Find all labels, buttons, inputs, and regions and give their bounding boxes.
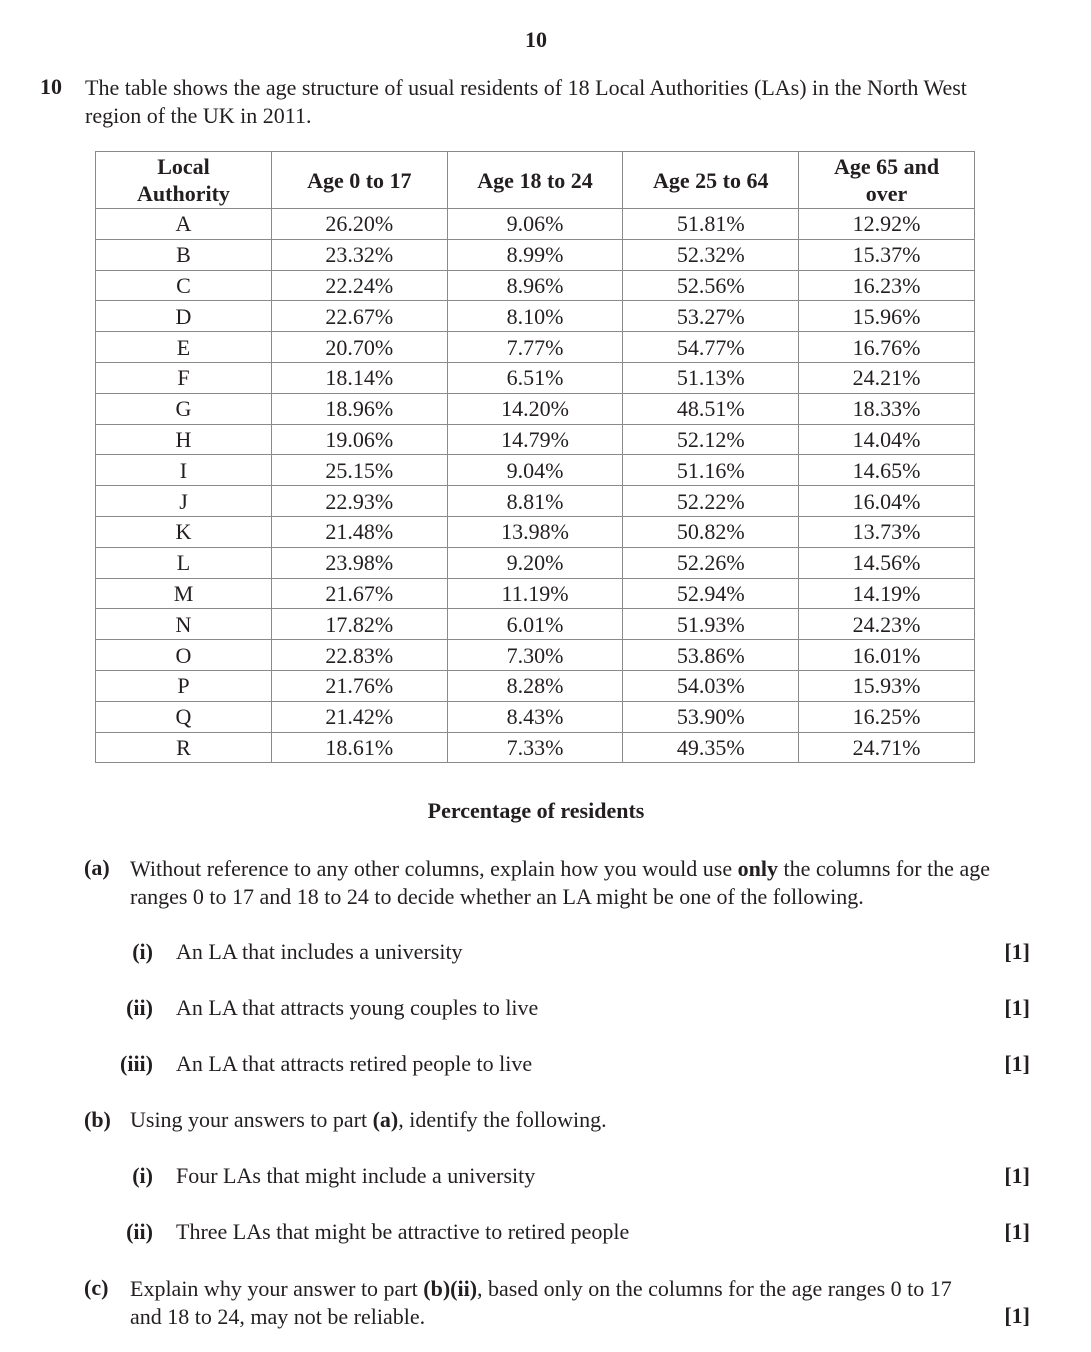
percentage-cell: 52.22% [623,486,799,517]
percentage-cell: 24.23% [799,609,975,640]
table-row [96,516,975,547]
percentage-cell: 9.20% [447,547,623,578]
table-row [96,209,975,240]
la-name-cell: J [96,486,272,517]
table-row [96,609,975,640]
la-name-cell: G [96,393,272,424]
percentage-cell: 15.96% [799,301,975,332]
percentage-cell: 8.81% [447,486,623,517]
table-row [96,701,975,732]
part-a-iii-marks: [1] [1004,1051,1030,1076]
table-caption: Percentage of residents [427,798,645,823]
table-row [96,393,975,424]
percentage-cell: 18.61% [271,732,447,763]
table-row [96,362,975,393]
part-b-i-text: Four LAs that might include a university [176,1163,536,1188]
percentage-cell: 17.82% [271,609,447,640]
percentage-cell: 52.12% [623,424,799,455]
part-a-ii-marks: [1] [1004,995,1030,1020]
part-c-line2: and 18 to 24, may not be reliable. [130,1304,426,1329]
la-name-cell: D [96,301,272,332]
part-a-text-bold: only [737,856,778,881]
percentage-cell: 21.76% [271,670,447,701]
percentage-cell: 53.86% [623,640,799,671]
percentage-cell: 51.16% [623,455,799,486]
la-name-cell: E [96,332,272,363]
part-c-text-after: , based only on the columns for the age ranges 0 to 17 [477,1276,952,1301]
percentage-cell: 49.35% [623,732,799,763]
percentage-cell: 14.56% [799,547,975,578]
la-name-cell: P [96,670,272,701]
la-name-cell: F [96,362,272,393]
percentage-cell: 22.93% [271,486,447,517]
part-b-text-before: Using your answers to part [130,1107,373,1132]
percentage-cell: 8.43% [447,701,623,732]
table-body [96,209,975,763]
table-row [96,424,975,455]
part-a-i-label: (i) [132,939,153,964]
percentage-cell: 51.81% [623,209,799,240]
percentage-cell: 15.93% [799,670,975,701]
percentage-cell: 14.79% [447,424,623,455]
percentage-cell: 13.98% [447,516,623,547]
la-name-cell: Q [96,701,272,732]
percentage-cell: 15.37% [799,239,975,270]
table-row [96,578,975,609]
header-age-25-64: Age 25 to 64 [623,152,799,209]
la-name-cell: K [96,516,272,547]
percentage-cell: 22.67% [271,301,447,332]
percentage-cell: 16.76% [799,332,975,363]
header-age-18-24: Age 18 to 24 [447,152,623,209]
percentage-cell: 7.77% [447,332,623,363]
percentage-cell: 6.01% [447,609,623,640]
part-b-ii-text: Three LAs that might be attractive to retired people [176,1219,630,1244]
percentage-cell: 14.65% [799,455,975,486]
part-a-i-marks: [1] [1004,939,1030,964]
percentage-cell: 52.32% [623,239,799,270]
percentage-cell: 24.71% [799,732,975,763]
header-age-0-17: Age 0 to 17 [271,152,447,209]
percentage-cell: 52.26% [623,547,799,578]
header-local-authority: Local Authority [96,152,272,209]
percentage-cell: 8.10% [447,301,623,332]
part-b-text-bold: (a) [372,1107,399,1132]
percentage-cell: 8.96% [447,270,623,301]
question-text: The table shows the age structure of usual residents of 18 Local Authorities (LAs) in the North West region of the UK in 2011. [85,75,967,128]
part-c-line1 [130,1275,952,1303]
percentage-cell: 50.82% [623,516,799,547]
percentage-cell: 16.25% [799,701,975,732]
percentage-cell: 8.99% [447,239,623,270]
table-row [96,670,975,701]
la-name-cell: I [96,455,272,486]
percentage-cell: 23.32% [271,239,447,270]
percentage-cell: 18.14% [271,362,447,393]
table-row [96,332,975,363]
percentage-cell: 9.04% [447,455,623,486]
age-structure-table [95,151,975,763]
la-name-cell: R [96,732,272,763]
percentage-cell: 6.51% [447,362,623,393]
la-name-cell: O [96,640,272,671]
part-b-i-label: (i) [132,1163,153,1188]
percentage-cell: 16.23% [799,270,975,301]
percentage-cell: 7.33% [447,732,623,763]
part-a-ii-text: An LA that attracts young couples to live [176,995,539,1020]
la-name-cell: C [96,270,272,301]
part-b-ii-marks: [1] [1004,1219,1030,1244]
table-row [96,239,975,270]
percentage-cell: 22.24% [271,270,447,301]
percentage-cell: 18.33% [799,393,975,424]
percentage-cell: 11.19% [447,578,623,609]
la-name-cell: A [96,209,272,240]
table-header-row [96,152,975,209]
part-a-text-before: Without reference to any other columns, explain how you would use [130,856,738,881]
percentage-cell: 20.70% [271,332,447,363]
percentage-cell: 51.93% [623,609,799,640]
table-row [96,301,975,332]
part-c-marks: [1] [1004,1303,1030,1328]
percentage-cell: 54.77% [623,332,799,363]
percentage-cell: 53.90% [623,701,799,732]
percentage-cell: 21.48% [271,516,447,547]
part-c-text-bold: (b)(ii) [423,1276,478,1301]
table-row [96,270,975,301]
percentage-cell: 14.04% [799,424,975,455]
percentage-cell: 19.06% [271,424,447,455]
part-a-iii-label: (iii) [120,1051,153,1076]
percentage-cell: 26.20% [271,209,447,240]
table-row [96,640,975,671]
percentage-cell: 21.42% [271,701,447,732]
la-name-cell: M [96,578,272,609]
percentage-cell: 14.19% [799,578,975,609]
part-a-iii-text: An LA that attracts retired people to live [176,1051,533,1076]
percentage-cell: 8.28% [447,670,623,701]
table-row [96,547,975,578]
part-b-text-after: , identify the following. [398,1107,607,1132]
percentage-cell: 21.67% [271,578,447,609]
percentage-cell: 18.96% [271,393,447,424]
percentage-cell: 48.51% [623,393,799,424]
table-row [96,486,975,517]
la-name-cell: L [96,547,272,578]
part-a-label: (a) [84,855,110,880]
part-b-text [130,1107,607,1133]
percentage-cell: 23.98% [271,547,447,578]
table-row [96,732,975,763]
part-a-text [130,855,1040,911]
percentage-cell: 53.27% [623,301,799,332]
part-c-label: (c) [84,1275,109,1300]
header-age-65-over: Age 65 and over [799,152,975,209]
percentage-cell: 24.21% [799,362,975,393]
percentage-cell: 54.03% [623,670,799,701]
part-b-i-marks: [1] [1004,1163,1030,1188]
percentage-cell: 9.06% [447,209,623,240]
la-name-cell: H [96,424,272,455]
page-number: 10 [525,27,547,52]
percentage-cell: 12.92% [799,209,975,240]
la-name-cell: B [96,239,272,270]
percentage-cell: 52.56% [623,270,799,301]
part-b-label: (b) [84,1107,111,1132]
percentage-cell: 52.94% [623,578,799,609]
part-c-text-before: Explain why your answer to part [130,1276,424,1301]
part-a-text-after: the columns for the age ranges 0 to 17 and 18 to 24 to decide whether an LA might be one of the following. [130,856,990,909]
percentage-cell: 25.15% [271,455,447,486]
percentage-cell: 14.20% [447,393,623,424]
percentage-cell: 16.01% [799,640,975,671]
percentage-cell: 7.30% [447,640,623,671]
la-name-cell: N [96,609,272,640]
part-b-ii-label: (ii) [126,1219,153,1244]
percentage-cell: 22.83% [271,640,447,671]
percentage-cell: 13.73% [799,516,975,547]
question-number: 10 [40,74,62,99]
part-a-ii-label: (ii) [126,995,153,1020]
percentage-cell: 51.13% [623,362,799,393]
part-a-i-text: An LA that includes a university [176,939,463,964]
percentage-cell: 16.04% [799,486,975,517]
table-row [96,455,975,486]
